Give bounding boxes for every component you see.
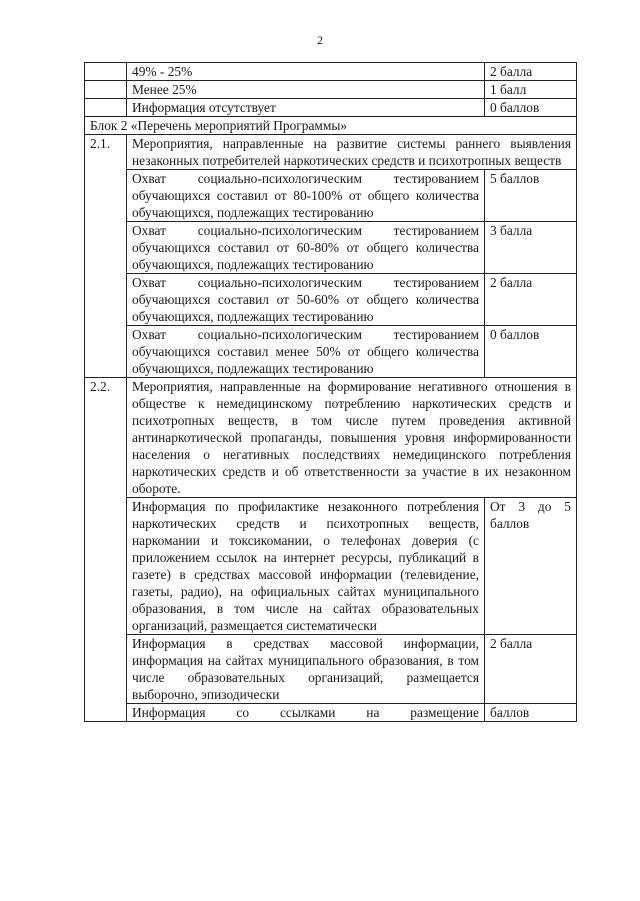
- criterion-cell: Охват социально-психологическим тестированием обучающихся составил менее 50% от общего количества обучающихся, подлежащих тестированию: [127, 326, 485, 378]
- section-title: Мероприятия, направленные на формирование негативного отношения в обществе к немедицинскому потреблению наркотических средств и психотропных веществ, в том числе путем проведения активной антинаркотической пропаганды, повышения уровня информированности населения о негативных последствиях немедицинского потребления наркотических средств и об ответственности за участие в их незаконном обороте.: [127, 378, 577, 498]
- criterion-cell: Информация по профилактике незаконного потребления наркотических средств и психотропных веществ, наркомании и токсикомании, о телефонах доверия (с приложением ссылок на интернет ресурсы, публикаций в газете) в средствах массовой информации (телевидение, газеты, радио), на официальных сайтах муниципального образования, в том числе на сайтах образовательных организаций, размещается систематически: [127, 498, 485, 635]
- criterion-cell: Информация со ссылками на размещение: [127, 704, 485, 722]
- number-cell: [85, 81, 127, 99]
- score-cell: 2 балла: [485, 63, 577, 81]
- section-title: Мероприятия, направленные на развитие системы раннего выявления незаконных потребителей наркотических средств и психотропных веществ: [127, 135, 577, 170]
- table-row: [85, 170, 577, 222]
- block-title: Блок 2 «Перечень мероприятий Программы»: [85, 117, 577, 135]
- table-row: [85, 222, 577, 274]
- score-cell: 0 баллов: [485, 326, 577, 378]
- table-row: [85, 274, 577, 326]
- page-number: 2: [317, 33, 323, 47]
- criterion-cell: Охват социально-психологическим тестированием обучающихся составил от 80-100% от общего количества обучающихся, подлежащих тестированию: [127, 170, 485, 222]
- criterion-cell: Охват социально-психологическим тестированием обучающихся составил от 50-60% от общего количества обучающихся, подлежащих тестированию: [127, 274, 485, 326]
- criterion-cell: Информация отсутствует: [127, 99, 485, 117]
- block-title-row: [85, 117, 577, 135]
- criteria-table: [84, 62, 577, 722]
- table-row: [85, 99, 577, 117]
- score-cell: 5 баллов: [485, 170, 577, 222]
- section-number: 2.1.: [85, 135, 127, 378]
- criterion-cell: Охват социально-психологическим тестированием обучающихся составил от 60-80% от общего количества обучающихся, подлежащих тестированию: [127, 222, 485, 274]
- section-header-row: [85, 135, 577, 170]
- criterion-cell: 49% - 25%: [127, 63, 485, 81]
- section-header-row: [85, 378, 577, 498]
- criterion-cell: Информация в средствах массовой информации, информация на сайтах муниципального образования, в том числе образовательных организаций, размещается выборочно, эпизодически: [127, 635, 485, 704]
- table-row: [85, 498, 577, 635]
- table-row: [85, 704, 577, 722]
- criterion-cell: Менее 25%: [127, 81, 485, 99]
- table-row: [85, 63, 577, 81]
- number-cell: [85, 99, 127, 117]
- score-cell: 3 балла: [485, 222, 577, 274]
- number-cell: [85, 63, 127, 81]
- table-row: [85, 326, 577, 378]
- score-cell: баллов: [485, 704, 577, 722]
- table-row: [85, 635, 577, 704]
- score-cell: От 3 до 5 баллов: [485, 498, 577, 635]
- table-row: [85, 81, 577, 99]
- score-cell: 1 балл: [485, 81, 577, 99]
- section-number: 2.2.: [85, 378, 127, 722]
- score-cell: 0 баллов: [485, 99, 577, 117]
- score-cell: 2 балла: [485, 635, 577, 704]
- score-cell: 2 балла: [485, 274, 577, 326]
